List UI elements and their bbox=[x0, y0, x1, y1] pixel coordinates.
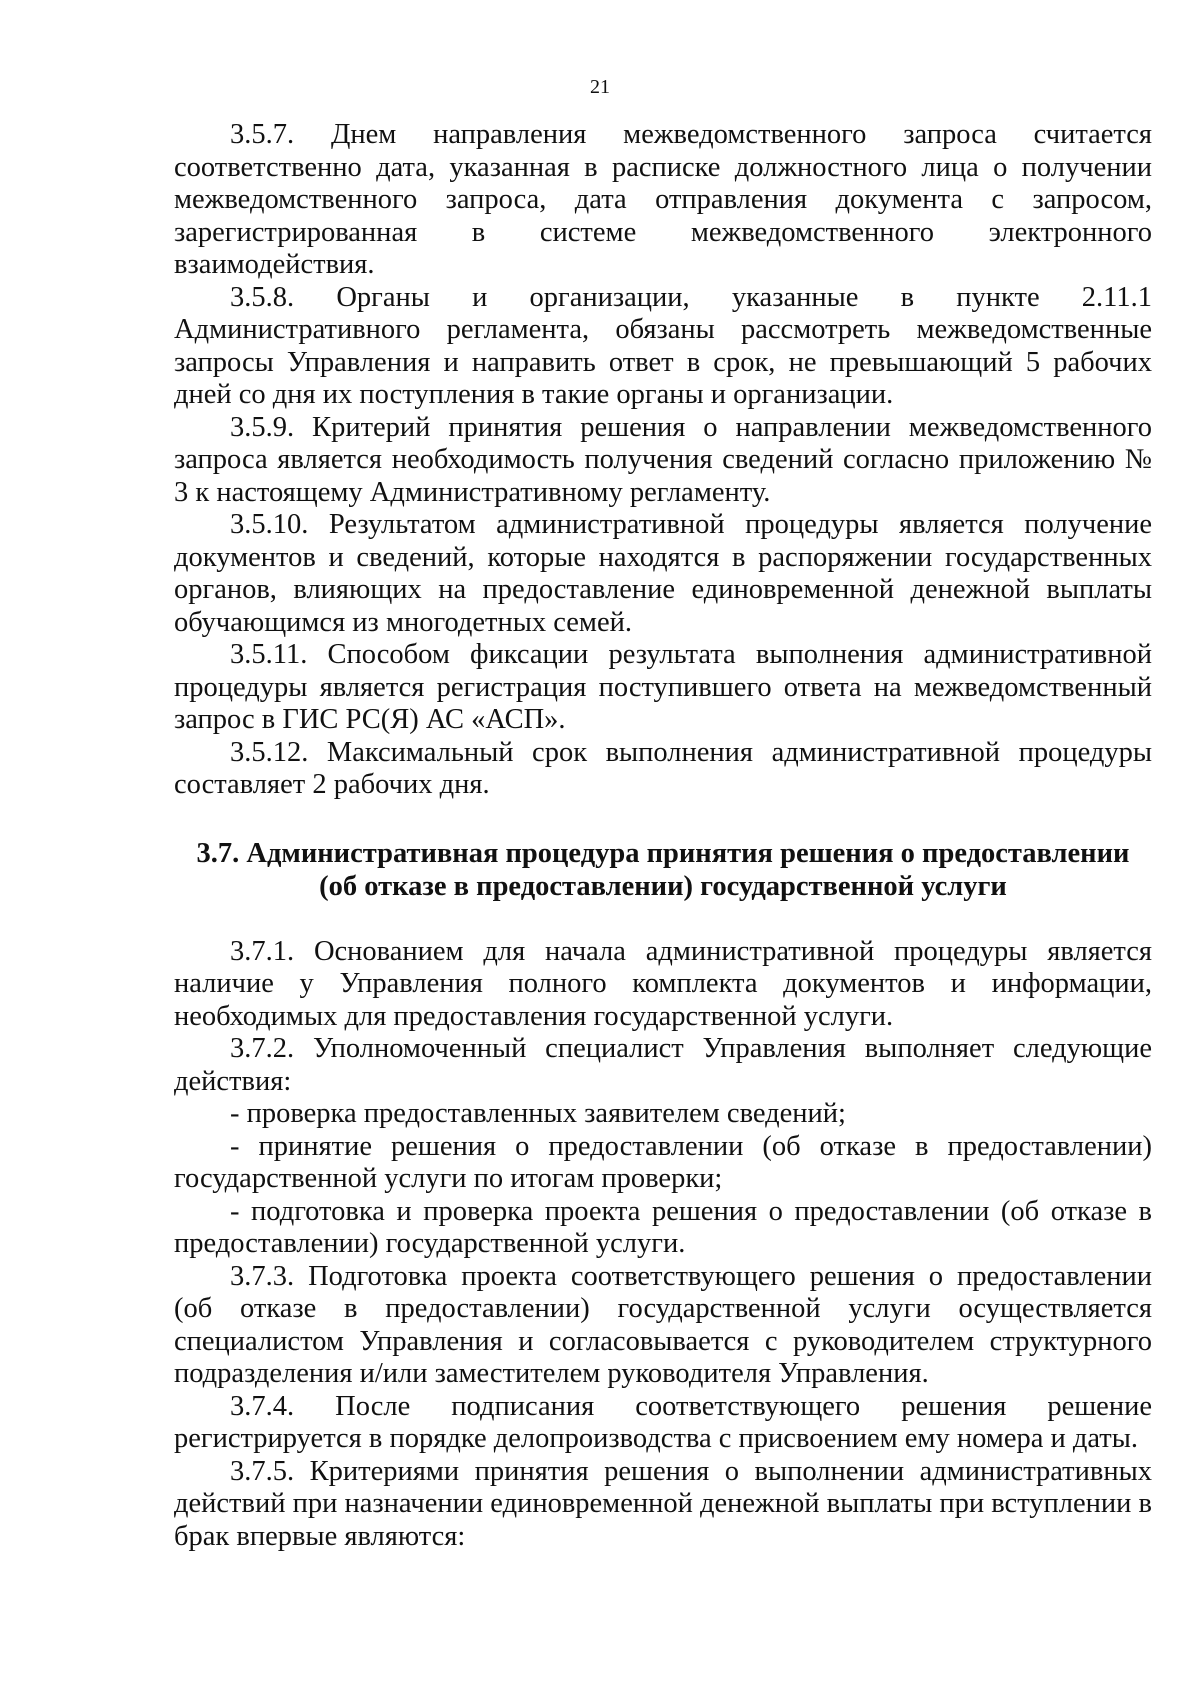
paragraph-3-7-2: 3.7.2. Уполномоченный специалист Управления выполняет следующие действия: bbox=[174, 1033, 1152, 1097]
paragraph-3-5-9: 3.5.9. Критерий принятия решения о направлении межведомственного запроса является необходимость получения сведений согласно приложению № 3 к настоящему Административному регламенту. bbox=[174, 411, 1152, 508]
paragraph-3-5-10: 3.5.10. Результатом административной процедуры является получение документов и сведений, которые находятся в распоряжении государственных органов, влияющих на предоставление единовременной денежной выплаты обучающимся из многодетных семей. bbox=[174, 509, 1152, 638]
page-number: 21 bbox=[590, 76, 610, 98]
section-heading-line-1: 3.7. Административная процедура принятия решения о предоставлении bbox=[196, 837, 1130, 869]
list-item-decision: - принятие решения о предоставлении (об отказе в предоставлении) государственной услуги по итогам проверки; bbox=[174, 1130, 1152, 1194]
paragraph-3-7-1: 3.7.1. Основанием для начала административной процедуры является наличие у Управления полного комплекта документов и информации, необходимых для предоставления государственной услуги. bbox=[174, 935, 1152, 1032]
paragraph-3-7-4: 3.7.4. После подписания соответствующего решения решение регистрируется в порядке делопроизводства с присвоением ему номера и даты. bbox=[174, 1390, 1152, 1454]
section-heading bbox=[174, 837, 1152, 903]
paragraph-3-5-11: 3.5.11. Способом фиксации результата выполнения административной процедуры является регистрация поступившего ответа на межведомственный запрос в ГИС РС(Я) АС «АСП». bbox=[174, 639, 1152, 735]
paragraph-3-7-5: 3.7.5. Критериями принятия решения о выполнении административных действий при назначении единовременной денежной выплаты при вступлении в брак впервые являются: bbox=[174, 1455, 1152, 1552]
section-heading-line-2: (об отказе в предоставлении) государственной услуги bbox=[319, 870, 1007, 902]
paragraph-3-5-12: 3.5.12. Максимальный срок выполнения административной процедуры составляет 2 рабочих дня. bbox=[174, 736, 1152, 800]
paragraph-3-5-8: 3.5.8. Органы и организации, указанные в пункте 2.11.1 Административного регламента, обязаны рассмотреть межведомственные запросы Управления и направить ответ в срок, не превышающий 5 рабочих дней со дня их поступления в такие органы и организации. bbox=[174, 281, 1152, 410]
list-item-draft: - подготовка и проверка проекта решения о предоставлении (об отказе в предоставлении) государственной услуги. bbox=[174, 1195, 1152, 1259]
paragraph-3-7-3: 3.7.3. Подготовка проекта соответствующего решения о предоставлении (об отказе в предоставлении) государственной услуги осуществляется специалистом Управления и согласовывается с руководителем структурного подразделения и/или заместителем руководителя Управления. bbox=[174, 1260, 1152, 1389]
document-body bbox=[174, 119, 1152, 1553]
list-item-check: - проверка предоставленных заявителем сведений; bbox=[230, 1098, 846, 1129]
paragraph-3-5-7: 3.5.7. Днем направления межведомственного запроса считается соответственно дата, указанная в расписке должностного лица о получении межведомственного запроса, дата отправления документа с запросом, зарегистрированная в системе межведомственного электронного взаимодействия. bbox=[174, 119, 1152, 280]
